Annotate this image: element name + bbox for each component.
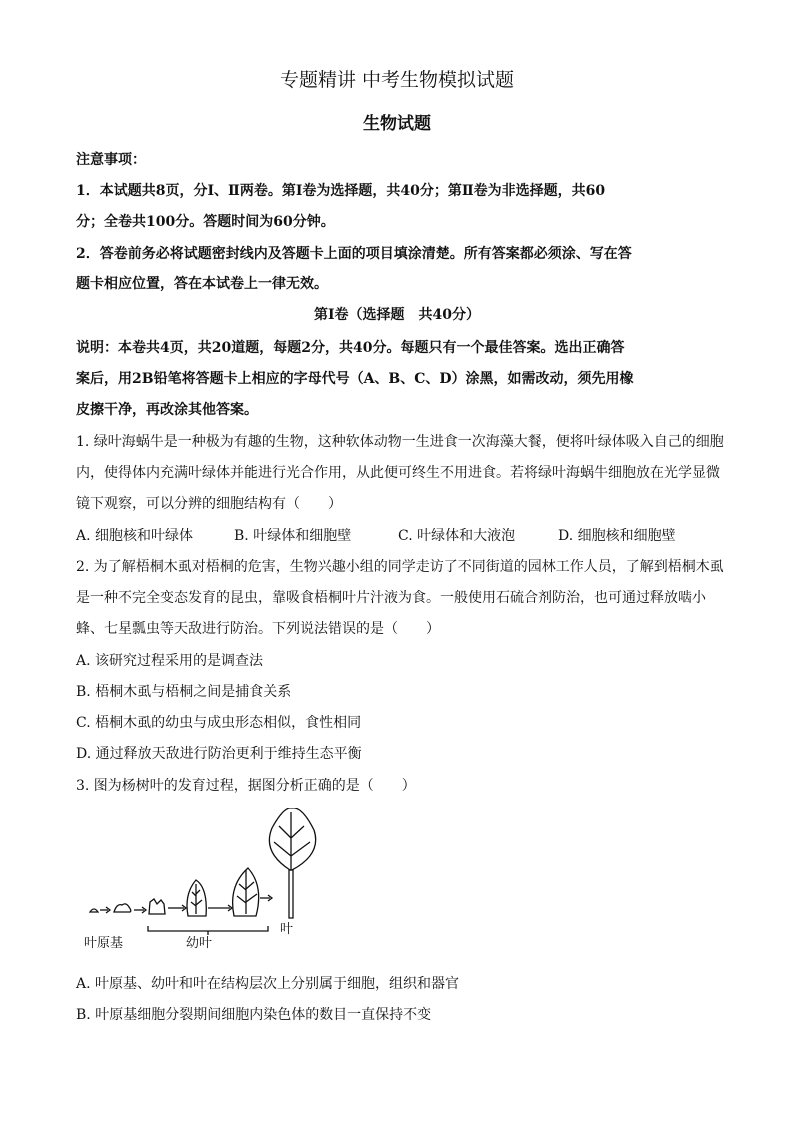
q2-stem-line-3: 蜂、七星瓢虫等天敌进行防治。下列说法错误的是（ ） [76, 621, 440, 637]
notice-item-2-line-1: 2．答卷前务必将试题密封线内及答题卡上面的项目填涂清楚。所有答案都必须涂、写在答 [76, 246, 632, 262]
petiole [289, 870, 293, 918]
q3-stem-line-1: 3. 图为杨树叶的发育过程，据图分析正确的是（ ） [76, 778, 416, 794]
label-primordium: 叶原基 [84, 936, 124, 951]
young-leaf-2-veins [191, 884, 202, 914]
label-leaf: 叶 [280, 922, 294, 937]
q2-stem-line-2: 是一种不完全变态发育的昆虫，靠吸食梧桐叶片汁液为食。一般使用石硫合剂防治，也可通过释放啮小 [76, 590, 706, 606]
section-1-desc-line-1: 说明：本卷共4页，共20道题，每题2分，共40分。每题只有一个最佳答案。选出正确答 [76, 340, 625, 356]
q1-stem-line-3: 镜下观察，可以分辨的细胞结构有（ ） [76, 496, 342, 512]
q3-option-a: A. 叶原基、幼叶和叶在结构层次上分别属于细胞，组织和器官 [76, 976, 460, 992]
section-1-desc-line-3: 皮擦干净，再改涂其他答案。 [76, 402, 258, 418]
notice-heading: 注意事项： [76, 152, 146, 168]
young-leaf-1 [149, 899, 165, 914]
q1-options [76, 526, 734, 546]
q2-stem-line-1: 2. 为了解梧桐木虱对梧桐的危害，生物兴趣小组的同学走访了不同街道的园林工作人员，了解到梧桐木虱 [76, 559, 724, 575]
q3-option-b: B. 叶原基细胞分裂期间细胞内染色体的数目一直保持不变 [76, 1007, 432, 1023]
q1-option-c: C. 叶绿体和大液泡 [398, 528, 516, 544]
leaf-development-figure [84, 808, 334, 958]
q2-option-c: C. 梧桐木虱的幼虫与成虫形态相似，食性相同 [76, 715, 362, 731]
young-leaf-bracket [148, 926, 268, 931]
notice-item-2-line-2: 题卡相应位置，答在本试卷上一律无效。 [76, 276, 328, 292]
q2-option-d: D. 通过释放天敌进行防治更利于维持生态平衡 [76, 746, 362, 762]
q1-option-b: B. 叶绿体和细胞壁 [234, 528, 352, 544]
q2-option-a: A. 该研究过程采用的是调查法 [76, 653, 264, 669]
section-1-desc-line-2: 案后，用2B铅笔将答题卡上相应的字母代号（A、B、C、D）涂黑，如需改动，须先用橡 [76, 371, 634, 387]
paper-title: 生物试题 [363, 114, 431, 134]
q1-stem-line-1: 1. 绿叶海蜗牛是一种极为有趣的生物，这种软体动物一生进食一次海藻大餐，便将叶绿体吸入自己的细胞 [76, 434, 724, 450]
notice-item-1-line-1: 1．本试题共8页，分Ⅰ、Ⅱ两卷。第Ⅰ卷为选择题，共40分；第Ⅱ卷为非选择题，共60 [76, 183, 606, 199]
primordium-shape [90, 909, 98, 912]
section-1-heading: 第Ⅰ卷（选择题 共40分） [313, 307, 481, 323]
q1-option-a: A. 细胞核和叶绿体 [76, 528, 194, 544]
series-title: 专题精讲 中考生物模拟试题 [279, 69, 515, 91]
mature-leaf-blade [269, 808, 315, 870]
q1-stem-line-2: 内，使得体内充满叶绿体并能进行光合作用，从此便可终生不用进食。若将绿叶海蜗牛细胞放在光学显微 [76, 465, 720, 481]
q1-option-d: D. 细胞核和细胞壁 [558, 528, 676, 544]
label-young-leaf: 幼叶 [186, 936, 213, 951]
notice-item-1-line-2: 分；全卷共100分。答题时间为60分钟。 [76, 214, 335, 230]
q2-option-b: B. 梧桐木虱与梧桐之间是捕食关系 [76, 684, 292, 700]
primordium-bud [114, 904, 131, 912]
